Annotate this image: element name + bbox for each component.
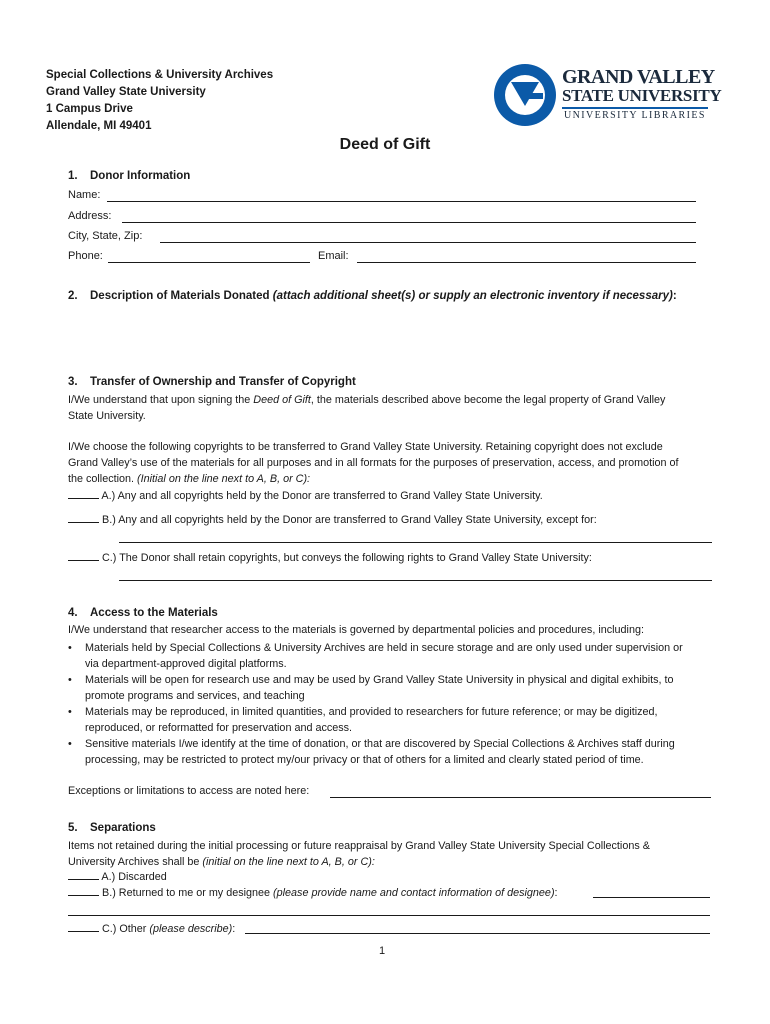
page-number: 1 [379, 945, 386, 957]
address-field[interactable] [122, 222, 696, 223]
separation-option-b: B.) Returned to me or my designee (please provide name and contact information of designee): [68, 885, 558, 899]
copyright-paragraph: I/We choose the following copyrights to be transferred to Grand Valley State University. Retaining copyright does not exclude Grand Valley’s use of the materials for all purposes and in all formats for the purposes of preservation, access, and promotion of the collection. (Initial on the line next to A, B, or C): [68, 441, 679, 485]
other-description-field[interactable] [245, 933, 710, 934]
access-exceptions-label: Exceptions or limitations to access are noted here: [68, 785, 310, 797]
ownership-paragraph: I/We understand that upon signing the Deed of Gift, the materials described above become the legal property of Grand Valley State University. [68, 394, 666, 422]
section-1-heading: 1. Donor Information [68, 170, 191, 182]
designee-contact-field-continued[interactable] [68, 915, 710, 916]
access-bullet: • Materials will be open for research use and may be used by Grand Valley State University in physical and digital exhibits, to promote programs and services, and teaching [68, 674, 674, 702]
city-state-zip-field[interactable] [160, 242, 696, 243]
department-name: Special Collections & University Archives [46, 69, 274, 81]
copyright-option-b: B.) Any and all copyrights held by the Donor are transferred to Grand Valley State University, except for: [68, 512, 597, 526]
access-exceptions-field[interactable] [330, 797, 711, 798]
copyright-option-c: C.) The Donor shall retain copyrights, but conveys the following rights to Grand Valley State University: [68, 550, 592, 564]
separation-option-a: A.) Discarded [68, 869, 167, 883]
email-label: Email: [318, 250, 349, 262]
bullet-icon: • [68, 642, 72, 654]
separations-paragraph: Items not retained during the initial processing or future reappraisal by Grand Valley State University Special Collections & University Archives shall be (initial on the line next to A, B, or C): [68, 840, 650, 868]
initial-field-copyright-b[interactable] [68, 512, 99, 523]
initial-field-separation-c[interactable] [68, 921, 99, 932]
gvsu-libraries-logo [494, 62, 722, 130]
street-address: 1 Campus Drive [46, 103, 133, 115]
designee-contact-field[interactable] [593, 897, 710, 898]
logo-divider [562, 107, 708, 109]
address-label: Address: [68, 210, 112, 222]
logo-text-university-libraries: UNIVERSITY LIBRARIES [564, 110, 706, 121]
materials-description-area[interactable] [68, 310, 708, 370]
section-5-heading: 5. Separations [68, 822, 156, 834]
initial-field-separation-b[interactable] [68, 885, 99, 896]
bullet-icon: • [68, 674, 72, 686]
document-title: Deed of Gift [339, 136, 431, 153]
logo-text-state-university: STATE UNIVERSITY [562, 86, 722, 105]
copyright-exception-field[interactable] [119, 542, 712, 543]
section-2-note: (attach additional sheet(s) or supply an electronic inventory if necessary) [272, 290, 673, 302]
city-state-zip-label: City, State, Zip: [68, 230, 143, 242]
conveyed-rights-field[interactable] [119, 580, 712, 581]
access-bullet: • Materials may be reproduced, in limited quantities, and provided to researchers for future reference; or may be digitized, reproduced, or reformatted for preservation and access. [68, 706, 658, 734]
separation-option-c: C.) Other (please describe): [68, 921, 235, 935]
initial-field-copyright-c[interactable] [68, 550, 99, 561]
bullet-icon: • [68, 706, 72, 718]
name-label: Name: [68, 189, 101, 201]
email-field[interactable] [357, 262, 696, 263]
initial-field-separation-a[interactable] [68, 869, 99, 880]
access-bullet: • Materials held by Special Collections & University Archives are held in secure storage and are only used under supervision or via department-approved digital platforms. [68, 642, 683, 670]
copyright-option-a: A.) Any and all copyrights held by the Donor are transferred to Grand Valley State University. [68, 488, 543, 502]
section-3-heading: 3. Transfer of Ownership and Transfer of Copyright [68, 376, 356, 388]
logo-text-grand-valley: GRAND VALLEY [562, 66, 715, 88]
access-intro: I/We understand that researcher access to the materials is governed by departmental policies and procedures, including: [68, 624, 644, 636]
university-name: Grand Valley State University [46, 86, 206, 98]
department-address-block [46, 67, 273, 135]
initial-field-copyright-a[interactable] [68, 488, 99, 499]
section-4-heading: 4. Access to the Materials [68, 607, 218, 619]
gvsu-logo-mark-icon [494, 64, 556, 126]
bullet-icon: • [68, 738, 72, 750]
access-bullet: • Sensitive materials I/we identify at the time of donation, or that are discovered by Special Collections & Archives staff during processing, may be restricted to protect my/our privacy or that of others for a limited and clearly stated period of time. [68, 738, 675, 766]
phone-label: Phone: [68, 250, 103, 262]
section-2-heading: 2. Description of Materials Donated (attach additional sheet(s) or supply an electronic inventory if necessary): [68, 290, 677, 302]
city-address: Allendale, MI 49401 [46, 120, 152, 132]
name-field[interactable] [107, 201, 696, 202]
phone-field[interactable] [108, 262, 310, 263]
